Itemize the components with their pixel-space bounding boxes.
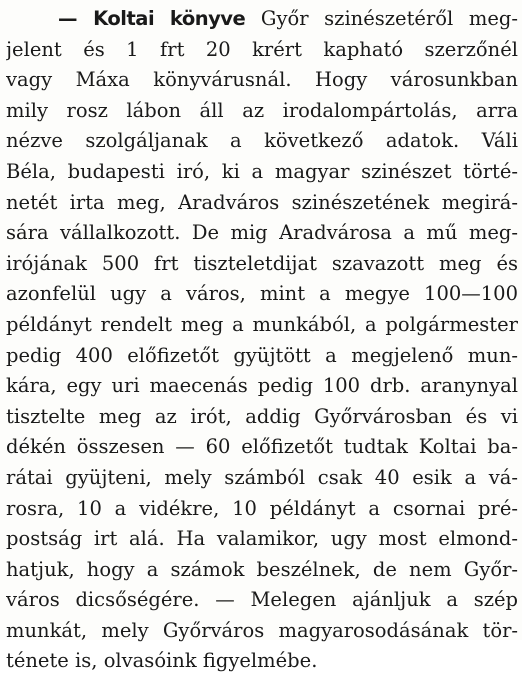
lead-dash: — — [58, 7, 78, 30]
article-line-6: Béla, budapesti iró, ki a magyar szinészet törté- — [6, 159, 518, 183]
article-line-7: netét irta meg, Aradváros szinészetének megirá- — [6, 190, 518, 214]
article-line-17: rosra, 10 a vidékre, 10 példányt a csornai pré- — [6, 496, 518, 520]
article-line-1 — [6, 4, 518, 35]
article-line-22: ténete is, olvasóink figyelmébe. — [6, 649, 318, 673]
article-line-9: irójának 500 frt tiszteletdijat szavazott meg és — [6, 251, 518, 275]
article-line-1-text: Győr szinészetéről meg- — [245, 7, 518, 30]
article-line-3: vagy Máxa könyvárusnál. Hogy városunkban — [6, 68, 518, 92]
article-line-19: hatjuk, hogy a számok beszélnek, de nem Győr- — [6, 557, 518, 581]
article-line-2: jelent és 1 frt 20 krért kapható szerzőnél — [6, 37, 518, 61]
article-line-16: rátai gyüjteni, mely számból csak 40 esik a vá- — [6, 465, 518, 489]
article-line-14: tisztelte meg az irót, addig Győrvárosban és vi — [6, 404, 518, 428]
article-line-12: pedig 400 előfizetőt gyüjtött a megjelenő mun- — [6, 343, 518, 367]
article-column — [6, 4, 518, 677]
article-line-5: nézve szolgáljanak a következő adatok. Váli — [6, 129, 518, 153]
article-title: Koltai könyve — [93, 7, 246, 30]
article-line-10: azonfelül ugy a város, mint a megye 100—100 — [6, 282, 518, 306]
article-line-4: mily rosz lábon áll az irodalompártolás, arra — [6, 98, 518, 122]
article-line-20: város dicsőségére. — Melegen ajánljuk a szép — [6, 588, 518, 612]
article-line-13: kára, egy uri maecenás pedig 100 drb. aranynyal — [6, 374, 518, 398]
article-line-18: postság irt alá. Ha valamikor, ugy most elmond- — [6, 527, 518, 551]
article-line-15: dékén összesen — 60 előfizetőt tudtak Koltai ba- — [6, 435, 518, 459]
article-line-8: sára vállalkozott. De mig Aradvárosa a mű meg- — [6, 221, 518, 245]
article-line-21: munkát, mely Győrváros magyarosodásának tör- — [6, 618, 518, 642]
article-line-11: példányt rendelt meg a munkából, a polgármester — [6, 312, 518, 336]
